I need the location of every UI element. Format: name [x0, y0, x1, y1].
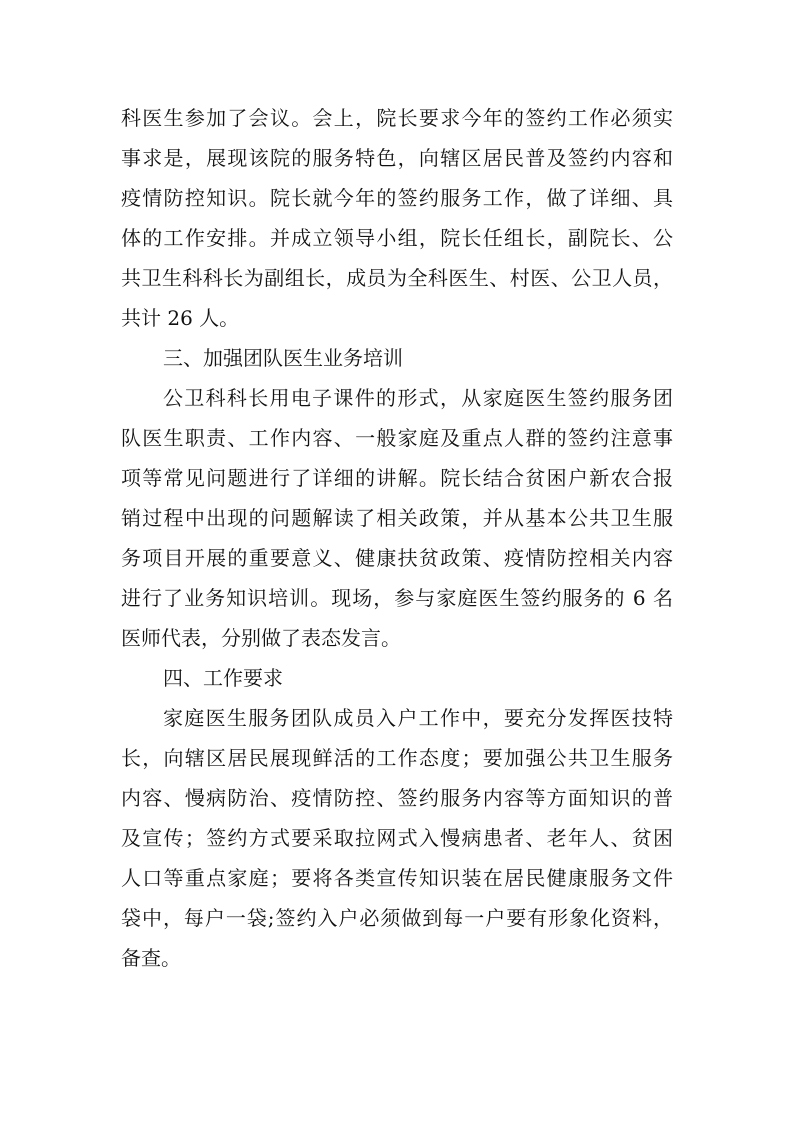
paragraph-line: 医师代表，分别做了表态发言。	[121, 626, 401, 650]
paragraph-line: 进行了业务知识培训。现场，参与家庭医生签约服务的 6 名	[121, 586, 673, 610]
paragraph-line: 项等常见问题进行了详细的讲解。院长结合贫困户新农合报	[121, 466, 673, 490]
paragraph-line: 事求是，展现该院的服务特色，向辖区居民普及签约内容和	[121, 146, 673, 170]
paragraph-line: 队医生职责、工作内容、一般家庭及重点人群的签约注意事	[121, 426, 673, 450]
paragraph-line: 人口等重点家庭；要将各类宣传知识装在居民健康服务文件	[121, 866, 673, 890]
paragraph-line: 销过程中出现的问题解读了相关政策，并从基本公共卫生服	[121, 506, 673, 530]
section-heading: 三、加强团队医生业务培训	[163, 346, 403, 370]
paragraph-line: 体的工作安排。并成立领导小组，院长任组长，副院长、公	[121, 226, 673, 250]
paragraph-line: 疫情防控知识。院长就今年的签约服务工作，做了详细、具	[121, 186, 673, 210]
paragraph-line: 备查。	[121, 946, 181, 970]
paragraph-line: 及宣传；签约方式要采取拉网式入慢病患者、老年人、贫困	[121, 826, 673, 850]
paragraph-line: 内容、慢病防治、疫情防控、签约服务内容等方面知识的普	[121, 786, 673, 810]
paragraph-line: 公卫科科长用电子课件的形式，从家庭医生签约服务团	[163, 386, 673, 410]
paragraph-line: 袋中，每户一袋;签约入户必须做到每一户要有形象化资料，	[121, 906, 673, 930]
paragraph-line: 共计 26 人。	[121, 306, 240, 330]
paragraph-line: 务项目开展的重要意义、健康扶贫政策、疫情防控相关内容	[121, 546, 673, 570]
paragraph-line: 科医生参加了会议。会上，院长要求今年的签约工作必须实	[121, 106, 673, 130]
section-heading: 四、工作要求	[163, 666, 283, 690]
paragraph-line: 家庭医生服务团队成员入户工作中，要充分发挥医技特	[163, 706, 673, 730]
paragraph-line: 共卫生科科长为副组长，成员为全科医生、村医、公卫人员，	[121, 266, 673, 290]
paragraph-line: 长，向辖区居民展现鲜活的工作态度；要加强公共卫生服务	[121, 746, 673, 770]
